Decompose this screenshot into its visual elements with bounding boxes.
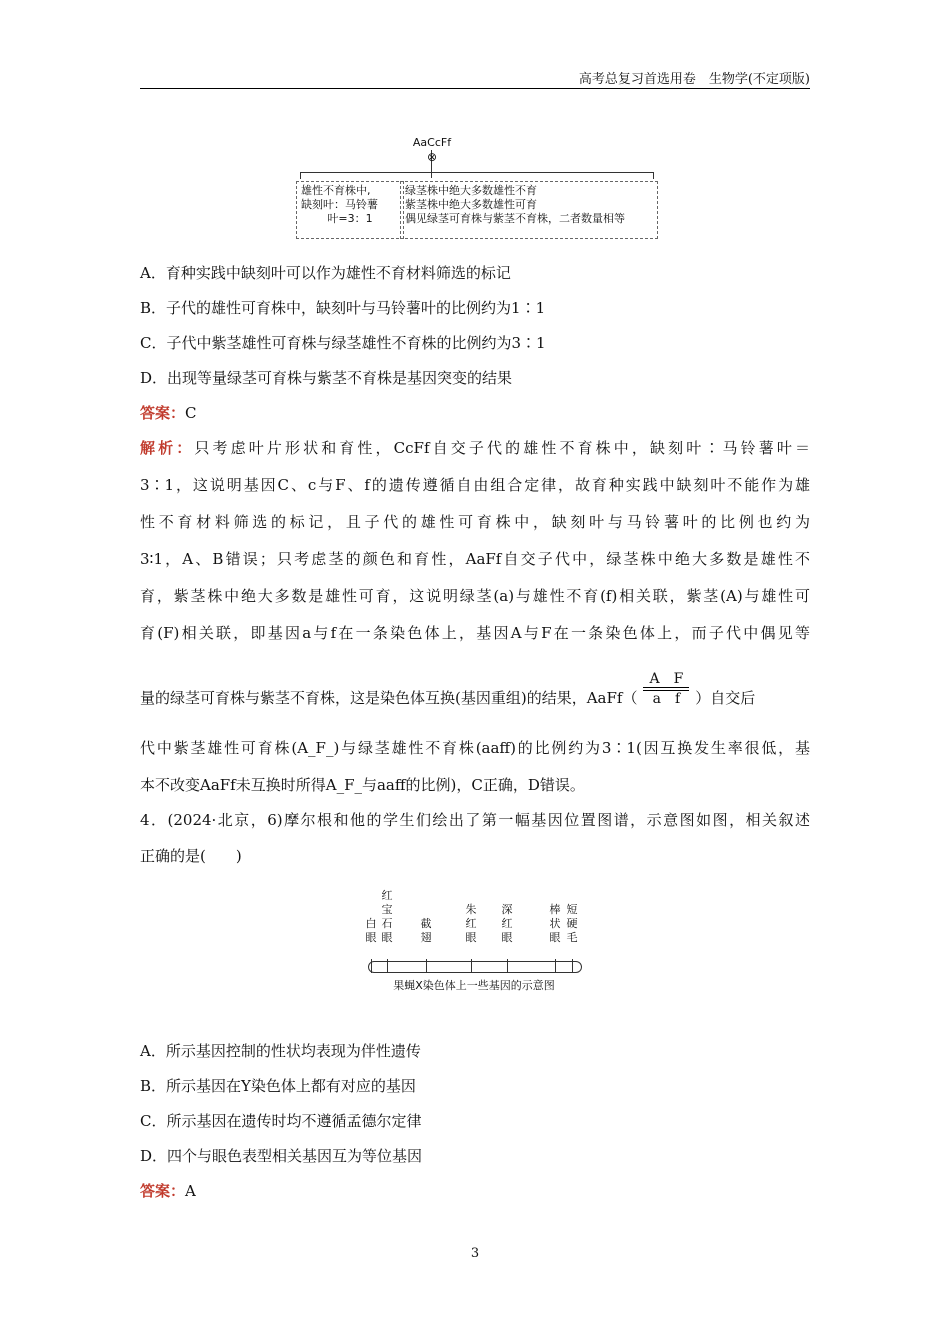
analysis-line-8: 代中紫茎雄性可育株(A_F_)与绿茎雄性不育株(aaff)的比例约为3∶1(因互换发生率很低，基 <box>140 739 810 757</box>
analysis-line-6: 育(F)相关联，即基因a与f在一条染色体上，基因A与F在一条染色体上，而子代中偶见等 <box>140 624 810 642</box>
gene-label-carmine-eye: 深红眼 <box>501 903 513 944</box>
right-result-box <box>400 181 658 239</box>
page-number: 3 <box>470 1246 480 1261</box>
gene-tick <box>387 959 388 973</box>
analysis-line-5: 育，紫茎株中绝大多数是雄性可育，这说明绿茎(a)与雄性不育(f)相关联，紫茎(A)与雄性可 <box>140 587 810 605</box>
analysis-line-3: 性不育材料筛选的标记，且子代的雄性可育株中，缺刻叶与马铃薯叶的比例也约为 <box>140 513 810 531</box>
left-result-box <box>296 181 404 239</box>
right-box-line: 紫茎株中绝大多数雄性可育 <box>405 198 537 211</box>
analysis-line-1 <box>140 437 810 458</box>
q4-option-c: C．所示基因在遗传时均不遵循孟德尔定律 <box>140 1112 422 1130</box>
answer-value: C <box>185 404 197 422</box>
gene-label-ruby-eye: 红宝石眼 <box>381 889 393 944</box>
right-box-line: 偶见绿茎可育株与紫茎不育株，二者数量相等 <box>405 212 625 225</box>
gene-label-white-eye: 白眼 <box>365 917 377 944</box>
analysis-text: 量的绿茎可育株与紫茎不育株，这是染色体互换(基因重组)的结果，AaFf（ <box>140 689 638 707</box>
left-box-line: 叶=3：1 <box>327 212 373 225</box>
left-box-line: 缺刻叶：马铃薯 <box>301 198 378 211</box>
gene-label-cut-wing: 截翅 <box>420 917 432 944</box>
gene-label-vermilion-eye: 朱红眼 <box>465 903 477 944</box>
q4-stem-line-1: 4．(2024·北京，6)摩尔根和他的学生们绘出了第一幅基因位置图谱，示意图如图，相关叙述 <box>140 811 810 829</box>
cross-bracket <box>300 172 654 179</box>
q3-option-b: B．子代的雄性可育株中，缺刻叶与马铃薯叶的比例约为1∶1 <box>140 299 546 317</box>
analysis-text: ）自交后 <box>695 689 756 707</box>
analysis-text: 只考虑叶片形状和育性，CcFf自交子代的雄性不育株中，缺刻叶∶马铃薯叶＝ <box>194 439 810 457</box>
gene-tick <box>507 959 508 973</box>
gene-tick <box>426 959 427 973</box>
left-box-line: 雄性不育株中, <box>301 184 371 197</box>
gene-label-bar-eye: 棒状眼 <box>549 903 561 944</box>
q4-option-b: B．所示基因在Y染色体上都有对应的基因 <box>140 1077 416 1095</box>
fraction-bottom: a f <box>643 690 689 707</box>
answer-value: A <box>185 1182 196 1200</box>
q4-option-d: D．四个与眼色表型相关基因互为等位基因 <box>140 1147 423 1165</box>
self-cross-symbol: ⊗ <box>426 150 438 164</box>
gene-tick <box>471 959 472 973</box>
answer-label: 答案： <box>140 404 186 422</box>
x-chromosome-bar <box>368 961 582 973</box>
analysis-line-4: 3∶1，A、B错误；只考虑茎的颜色和育性，AaFf自交子代中，绿茎株中绝大多数是雄性不 <box>140 550 810 568</box>
gene-tick <box>371 959 372 973</box>
analysis-label: 解析： <box>140 439 195 457</box>
right-box-line: 绿茎株中绝大多数雄性不育 <box>405 184 537 197</box>
figure-caption: 果蝇X染色体上一些基因的示意图 <box>393 979 555 992</box>
fraction-top: A F <box>643 671 689 688</box>
header-rule <box>140 88 810 89</box>
gene-tick <box>555 959 556 973</box>
linkage-fraction <box>643 671 689 707</box>
q3-answer <box>140 402 197 423</box>
parent-genotype: AaCcFf <box>412 136 452 149</box>
q4-answer <box>140 1180 196 1201</box>
q4-stem-line-2: 正确的是( ) <box>140 847 242 865</box>
analysis-line-2: 3∶1，这说明基因C、c与F、f的遗传遵循自由组合定律，故育种实践中缺刻叶不能作为雄 <box>140 476 810 494</box>
gene-tick <box>572 959 573 973</box>
analysis-line-9: 本不改变AaFf未互换时所得A_F_与aaff的比例)，C正确，D错误。 <box>140 776 585 794</box>
gene-label-bristles: 短硬毛 <box>566 903 578 944</box>
answer-label: 答案： <box>140 1182 186 1200</box>
analysis-line-7 <box>140 671 756 717</box>
q3-option-a: A．育种实践中缺刻叶可以作为雄性不育材料筛选的标记 <box>140 264 511 282</box>
q3-option-c: C．子代中紫茎雄性可育株与绿茎雄性不育株的比例约为3∶1 <box>140 334 546 352</box>
q3-option-d: D．出现等量绿茎可育株与紫茎不育株是基因突变的结果 <box>140 369 513 387</box>
running-header: 高考总复习首选用卷 生物学(不定项版) <box>578 72 810 87</box>
q4-option-a: A．所示基因控制的性状均表现为伴性遗传 <box>140 1042 421 1060</box>
